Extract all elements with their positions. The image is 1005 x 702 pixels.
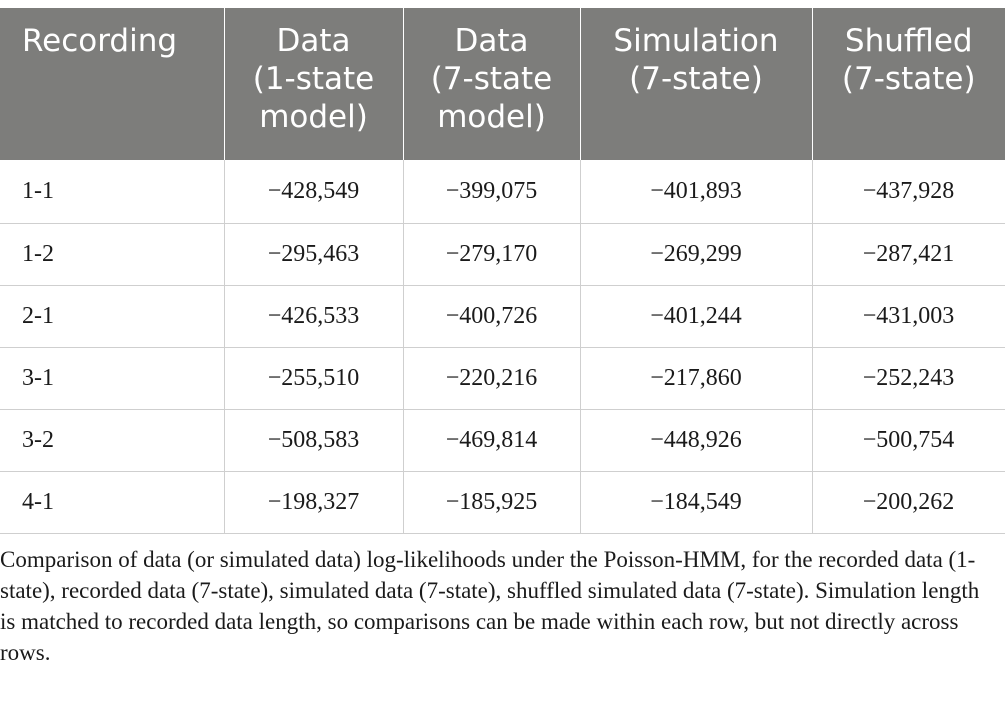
table-caption: Comparison of data (or simulated data) log-likelihoods under the Poisson-HMM, for the recorded data (1-state), recorded data (7-state), simulated data (7-state), shuffled simulated data (7-state). Simulation length is matched to recorded data length, so comparisons can be made within each row, but not directly across rows. <box>0 547 980 665</box>
header-data-1-state <box>224 8 403 160</box>
cell-shuffled: −200,262 <box>812 471 1005 533</box>
cell-shuffled: −437,928 <box>812 160 1005 223</box>
cell-data-7-state: −220,216 <box>403 347 580 409</box>
header-data-7-state <box>403 8 580 160</box>
cell-data-1-state: −508,583 <box>224 409 403 471</box>
header-text: Simulation <box>613 23 779 59</box>
cell-simulation: −269,299 <box>580 223 812 285</box>
cell-data-1-state: −428,549 <box>224 160 403 223</box>
cell-recording: 4-1 <box>0 471 224 533</box>
table-row <box>0 347 1005 409</box>
cell-data-7-state: −469,814 <box>403 409 580 471</box>
cell-recording: 3-1 <box>0 347 224 409</box>
header-row <box>0 8 1005 160</box>
cell-data-7-state: −399,075 <box>403 160 580 223</box>
cell-data-1-state: −198,327 <box>224 471 403 533</box>
header-text: Data <box>276 23 351 59</box>
cell-simulation: −184,549 <box>580 471 812 533</box>
cell-data-7-state: −279,170 <box>403 223 580 285</box>
log-likelihood-table <box>0 8 1005 534</box>
cell-data-1-state: −255,510 <box>224 347 403 409</box>
table-body <box>0 160 1005 533</box>
cell-simulation: −401,244 <box>580 285 812 347</box>
cell-simulation: −448,926 <box>580 409 812 471</box>
header-text: Shuffled <box>844 23 973 59</box>
cell-shuffled: −431,003 <box>812 285 1005 347</box>
header-recording <box>0 8 224 160</box>
cell-data-1-state: −426,533 <box>224 285 403 347</box>
table-row <box>0 285 1005 347</box>
table-header <box>0 8 1005 160</box>
table-row <box>0 471 1005 533</box>
header-text: (1-state <box>252 61 375 97</box>
header-text: Data <box>454 23 529 59</box>
header-shuffled-7-state <box>812 8 1005 160</box>
cell-simulation: −401,893 <box>580 160 812 223</box>
table-row <box>0 409 1005 471</box>
header-simulation-7-state <box>580 8 812 160</box>
cell-recording: 3-2 <box>0 409 224 471</box>
header-text: (7-state <box>430 61 553 97</box>
cell-data-1-state: −295,463 <box>224 223 403 285</box>
header-text: model) <box>437 99 546 135</box>
cell-data-7-state: −185,925 <box>403 471 580 533</box>
cell-recording: 1-2 <box>0 223 224 285</box>
cell-recording: 2-1 <box>0 285 224 347</box>
table-row <box>0 223 1005 285</box>
cell-shuffled: −252,243 <box>812 347 1005 409</box>
header-text: model) <box>259 99 368 135</box>
cell-data-7-state: −400,726 <box>403 285 580 347</box>
header-text: (7-state) <box>841 61 976 97</box>
cell-shuffled: −500,754 <box>812 409 1005 471</box>
table-row <box>0 160 1005 223</box>
header-text: (7-state) <box>629 61 763 97</box>
table-container <box>0 8 1005 534</box>
cell-recording: 1-1 <box>0 160 224 223</box>
cell-shuffled: −287,421 <box>812 223 1005 285</box>
header-text: Recording <box>22 23 178 59</box>
cell-simulation: −217,860 <box>580 347 812 409</box>
